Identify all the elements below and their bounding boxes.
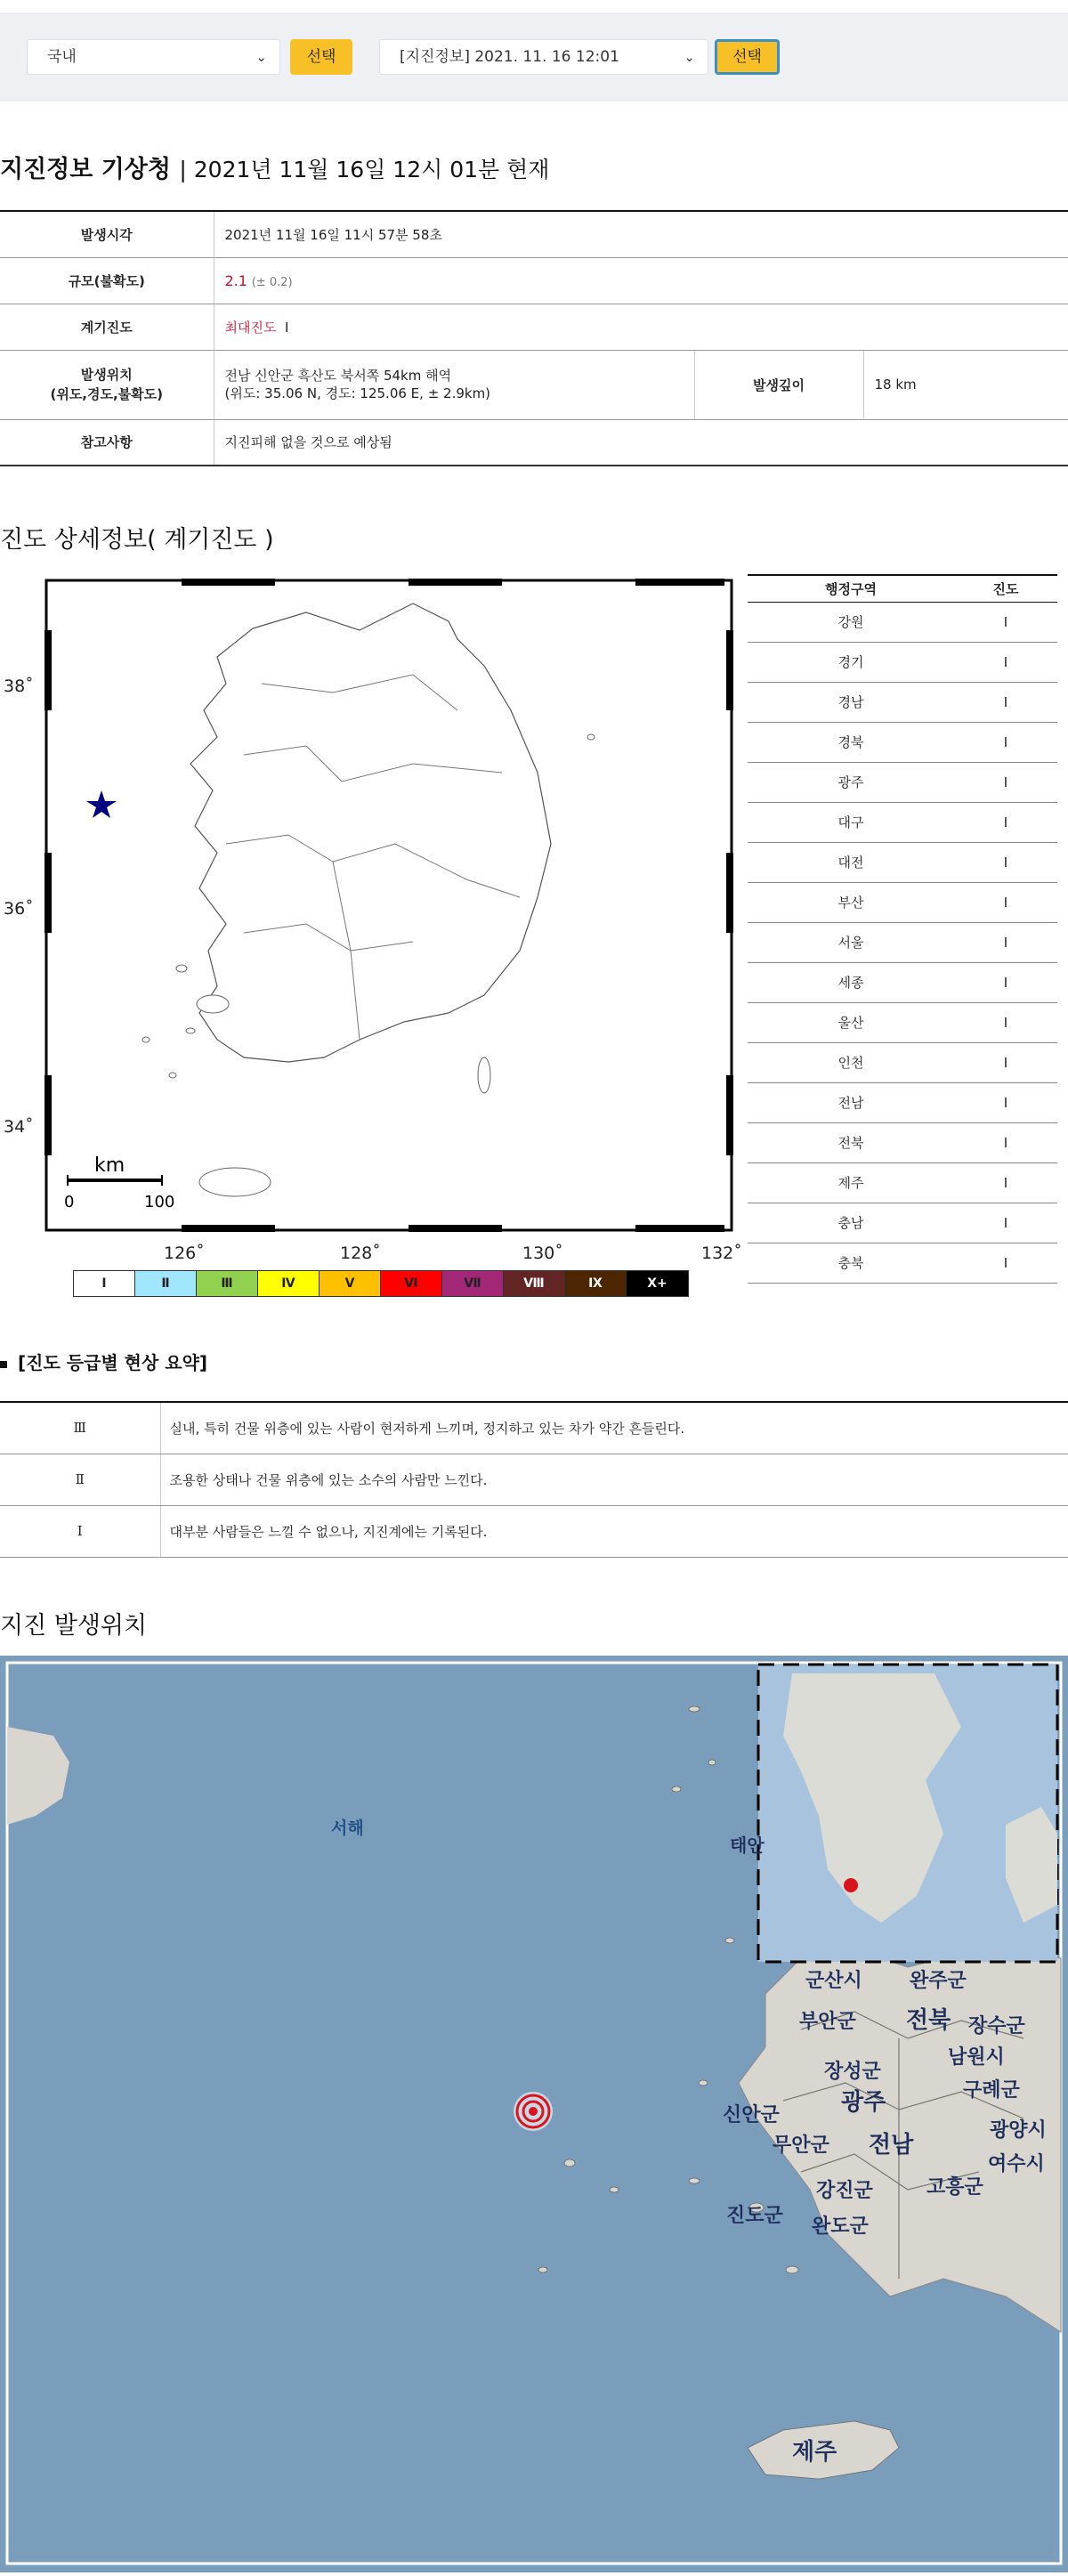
label-wando: 완도군 — [812, 2216, 869, 2238]
label-goheung: 고흥군 — [926, 2176, 983, 2199]
region-select-button[interactable]: 선택 — [290, 39, 352, 75]
table-row — [748, 1082, 1057, 1122]
magnitude-cell — [214, 257, 1068, 304]
region-intensity-table — [748, 574, 1057, 1284]
legend-cell: Ⅵ — [381, 1271, 442, 1296]
scale-unit: km — [94, 1154, 125, 1177]
inset-epicenter-dot — [844, 1878, 858, 1892]
table-row — [748, 1243, 1057, 1283]
region-level: Ⅰ — [954, 1122, 1057, 1162]
legend-cell: Ⅹ+ — [627, 1271, 688, 1296]
summary-level: Ⅱ — [0, 1454, 160, 1505]
region-name: 울산 — [748, 1002, 954, 1042]
table-row — [748, 1042, 1057, 1082]
region-level: Ⅰ — [954, 1002, 1057, 1042]
page-title — [0, 150, 549, 184]
region-name: 강원 — [748, 602, 954, 642]
location-cell — [214, 350, 694, 419]
region-level: Ⅰ — [954, 762, 1057, 802]
label-jeonbuk: 전북 — [906, 2007, 951, 2034]
table-row — [748, 602, 1057, 642]
intensity-section-title: 진도 상세정보( 계기진도 ) — [0, 526, 274, 554]
label-jeonnam: 전남 — [869, 2132, 914, 2159]
event-select-value: [지진정보] 2021. 11. 16 12:01 — [400, 48, 619, 66]
summary-title: [진도 등급별 현상 요약] — [18, 1352, 208, 1373]
region-level: Ⅰ — [954, 1203, 1057, 1243]
region-name: 경남 — [748, 682, 954, 722]
legend-cell: Ⅴ — [320, 1271, 381, 1296]
region-level: Ⅰ — [954, 1042, 1057, 1082]
region-name: 부산 — [748, 882, 954, 922]
summary-text: 대부분 사람들은 느낄 수 없으나, 지진계에는 기록된다. — [160, 1505, 1068, 1557]
scale-start: 0 — [64, 1193, 75, 1211]
label-jangsu: 장수군 — [968, 2015, 1025, 2037]
report-subtitle: | 2021년 11월 16일 12시 01분 현재 — [179, 157, 550, 182]
epicenter-map — [0, 1656, 1068, 2572]
label-sinan: 신안군 — [723, 2104, 780, 2126]
chevron-down-icon: ⌄ — [255, 49, 267, 65]
label-muan: 무안군 — [773, 2135, 829, 2157]
note-value: 지진피해 없을 것으로 예상됨 — [214, 419, 1068, 466]
table-row — [748, 762, 1057, 802]
time-value: 2021년 11월 16일 11시 57분 58초 — [214, 211, 1068, 257]
table-row — [748, 922, 1057, 962]
legend-cell: Ⅱ — [135, 1271, 197, 1296]
lat-label-36: 36˚ — [4, 899, 34, 919]
table-row — [748, 1203, 1057, 1243]
depth-label: 발생깊이 — [694, 350, 863, 419]
table-row — [0, 1402, 1068, 1454]
region-name: 충북 — [748, 1243, 954, 1283]
label-sea: 서해 — [331, 1819, 364, 1838]
label-jindo: 진도군 — [726, 2205, 783, 2227]
legend-cell: Ⅳ — [258, 1271, 320, 1296]
region-level: Ⅰ — [954, 802, 1057, 842]
region-level: Ⅰ — [954, 1082, 1057, 1122]
epicenter-dot — [529, 2107, 538, 2116]
magnitude-value: 2.1 — [224, 271, 247, 289]
location-label-line2: (위도,경도,불확도) — [50, 386, 164, 402]
level-header: 진도 — [954, 575, 1057, 602]
legend-cell: Ⅸ — [565, 1271, 627, 1296]
lat-label-34: 34˚ — [4, 1117, 34, 1137]
summary-text: 조용한 상태나 건물 위층에 있는 소수의 사람만 느낀다. — [160, 1454, 1068, 1505]
label-wanju: 완주군 — [910, 1970, 967, 1992]
label-gunsan: 군산시 — [805, 1970, 862, 1992]
intensity-map — [39, 577, 733, 1235]
location-label-line1: 발생위치 — [80, 367, 133, 383]
label-jeju: 제주 — [792, 2439, 837, 2466]
table-row — [748, 642, 1057, 682]
legend-cell: Ⅰ — [74, 1271, 135, 1296]
event-select-button[interactable]: 선택 — [715, 39, 780, 75]
location-label — [0, 350, 214, 419]
summary-table — [0, 1401, 1068, 1558]
label-yeosu: 여수시 — [988, 2153, 1045, 2175]
region-level: Ⅰ — [954, 882, 1057, 922]
depth-value: 18 km — [863, 350, 1068, 419]
lon-label-132: 132˚ — [701, 1243, 742, 1263]
region-name: 전남 — [748, 1082, 954, 1122]
region-name: 대전 — [748, 842, 954, 882]
region-name: 제주 — [748, 1162, 954, 1203]
region-level: Ⅰ — [954, 722, 1057, 762]
region-level: Ⅰ — [954, 922, 1057, 962]
lat-label-38: 38˚ — [4, 676, 34, 696]
region-header: 행정구역 — [748, 575, 954, 602]
chevron-down-icon: ⌄ — [684, 49, 695, 65]
region-name: 서울 — [748, 922, 954, 962]
region-level: Ⅰ — [954, 602, 1057, 642]
region-level: Ⅰ — [954, 1243, 1057, 1283]
intensity-label: 계기진도 — [0, 304, 214, 350]
table-row — [748, 1122, 1057, 1162]
region-name: 인천 — [748, 1042, 954, 1082]
scale-end: 100 — [144, 1193, 175, 1211]
region-level: Ⅰ — [954, 682, 1057, 722]
region-name: 세종 — [748, 962, 954, 1002]
legend-cell: Ⅶ — [442, 1271, 504, 1296]
legend-cell: Ⅲ — [197, 1271, 258, 1296]
region-level: Ⅰ — [954, 842, 1057, 882]
table-row — [0, 1454, 1068, 1505]
region-level: Ⅰ — [954, 1162, 1057, 1203]
label-gwangyang: 광양시 — [990, 2119, 1047, 2142]
magnitude-uncertainty: (± 0.2) — [251, 275, 293, 289]
intensity-value: 최대진도 — [224, 319, 277, 336]
summary-text: 실내, 특히 건물 위층에 있는 사람이 현저하게 느끼며, 정지하고 있는 차가 약간 흔들린다. — [160, 1402, 1068, 1454]
epicenter-map-svg — [0, 1656, 1068, 2572]
event-select[interactable] — [379, 39, 708, 75]
label-buan: 부안군 — [799, 2011, 856, 2033]
label-namwon: 남원시 — [948, 2046, 1005, 2069]
earthquake-info-table — [0, 210, 1068, 466]
intensity-legend — [73, 1270, 689, 1297]
region-select-value: 국내 — [47, 48, 77, 66]
location-value-line2: (위도: 35.06 N, 경도: 125.06 E, ± 2.9km) — [224, 385, 491, 401]
region-name: 경기 — [748, 642, 954, 682]
summary-heading — [0, 1349, 207, 1374]
summary-level: Ⅲ — [0, 1402, 160, 1454]
lon-label-126: 126˚ — [164, 1243, 205, 1263]
table-row — [0, 1505, 1068, 1557]
label-taean: 태안 — [730, 1835, 765, 1856]
magnitude-label: 규모(불확도) — [0, 257, 214, 304]
region-name: 충남 — [748, 1203, 954, 1243]
region-name: 전북 — [748, 1122, 954, 1162]
table-row — [748, 1162, 1057, 1203]
table-row — [748, 682, 1057, 722]
lon-label-130: 130˚ — [522, 1243, 563, 1263]
legend-cell: Ⅷ — [504, 1271, 565, 1296]
label-gwangju: 광주 — [841, 2089, 886, 2116]
label-gangjin: 강진군 — [816, 2180, 873, 2202]
location-section-title: 지진 발생위치 — [0, 1612, 148, 1640]
label-gurye: 구례군 — [963, 2079, 1020, 2102]
region-name: 대구 — [748, 802, 954, 842]
time-label: 발생시각 — [0, 211, 214, 257]
table-row — [748, 802, 1057, 842]
lon-label-128: 128˚ — [340, 1243, 381, 1263]
region-name: 경북 — [748, 722, 954, 762]
report-title: 지진정보 기상청 — [0, 156, 171, 183]
region-level: Ⅰ — [954, 962, 1057, 1002]
table-row — [748, 962, 1057, 1002]
table-row — [748, 842, 1057, 882]
label-jangseong: 장성군 — [824, 2061, 881, 2083]
region-level: Ⅰ — [954, 642, 1057, 682]
table-row — [748, 1002, 1057, 1042]
intensity-cell — [214, 304, 1068, 350]
summary-level: Ⅰ — [0, 1505, 160, 1557]
region-select[interactable] — [27, 39, 280, 75]
location-value-line1: 전남 신안군 흑산도 북서쪽 54km 해역 — [224, 368, 452, 384]
bullet-square-icon — [0, 1361, 7, 1368]
region-name: 광주 — [748, 762, 954, 802]
table-row — [748, 882, 1057, 922]
table-row — [748, 722, 1057, 762]
note-label: 참고사항 — [0, 419, 214, 466]
intensity-level: Ⅰ — [285, 319, 289, 336]
